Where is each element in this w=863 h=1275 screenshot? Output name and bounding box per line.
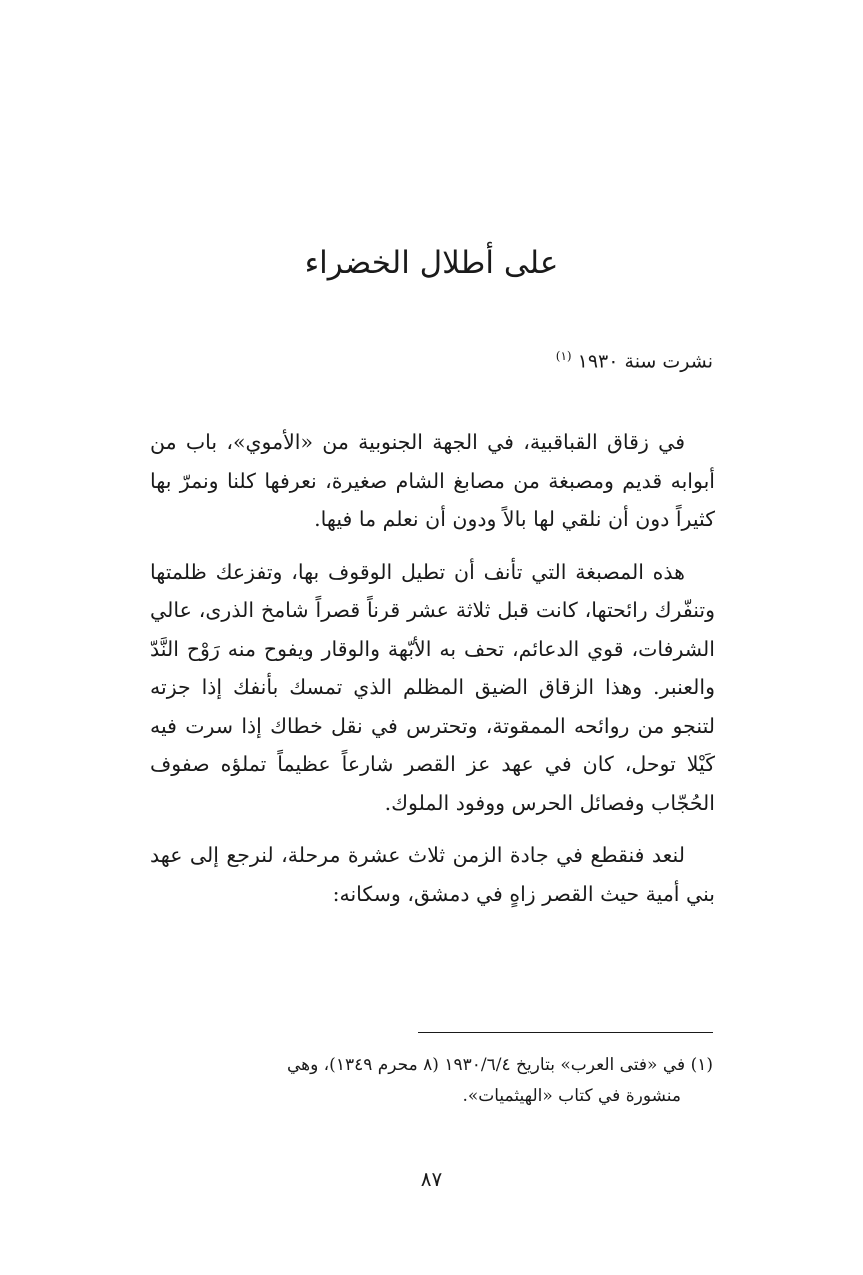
footnote-line-2: منشورة في كتاب «الهيثميات». (462, 1086, 681, 1106)
page-number: ٨٧ (420, 1167, 443, 1191)
footnote-marker: (١) (555, 349, 572, 363)
footnote-divider (418, 1032, 713, 1033)
publication-note (556, 348, 713, 375)
footnote-line-1: في «فتى العرب» بتاريخ ١٩٣٠/٦/٤ (٨ محرم ١٣٤٩)، وهي (286, 1055, 686, 1075)
paragraph-3: لنعد فنقطع في جادة الزمن ثلاث عشرة مرحلة، لنرجع إلى عهد بني أمية حيث القصر زاهٍ في دمشق، وسكانه: (150, 843, 715, 906)
paragraph-1: في زقاق القباقبية، في الجهة الجنوبية من «الأموي»، باب من أبوابه قديم ومصبغة من مصابغ الشام صغيرة، نعرفها كلنا ونمرّ بها كثيراً دون أن نلقي لها بالاً ودون أن نعلم ما فيها. (150, 430, 715, 531)
chapter-title: على أطلال الخضراء (304, 245, 559, 281)
publication-date: نشرت سنة ١٩٣٠ (577, 350, 713, 373)
footnote (148, 1050, 713, 1112)
footnote-number: (١) (690, 1055, 713, 1075)
paragraph-2: هذه المصبغة التي تأنف أن تطيل الوقوف بها، وتفزعك ظلمتها وتنفّرك رائحتها، كانت قبل ثلاثة عشر قرناً قصراً شامخ الذرى، عالي الشرفات، قوي الدعائم، تحف به الأبّهة والوقار ويفوح منه رَوْح النَّدّ والعنبر. وهذا الزقاق الضيق المظلم الذي تمسك بأنفك إذا جزته لتنجو من روائحه الممقوتة، وتحترس في نقل خطاك إذا سرت فيه كَيْلا توحل، كان في عهد عز القصر شارعاً عظيماً تملؤه صفوف الحُجّاب وفصائل الحرس ووفود الملوك. (150, 559, 715, 815)
body-text (150, 423, 715, 927)
